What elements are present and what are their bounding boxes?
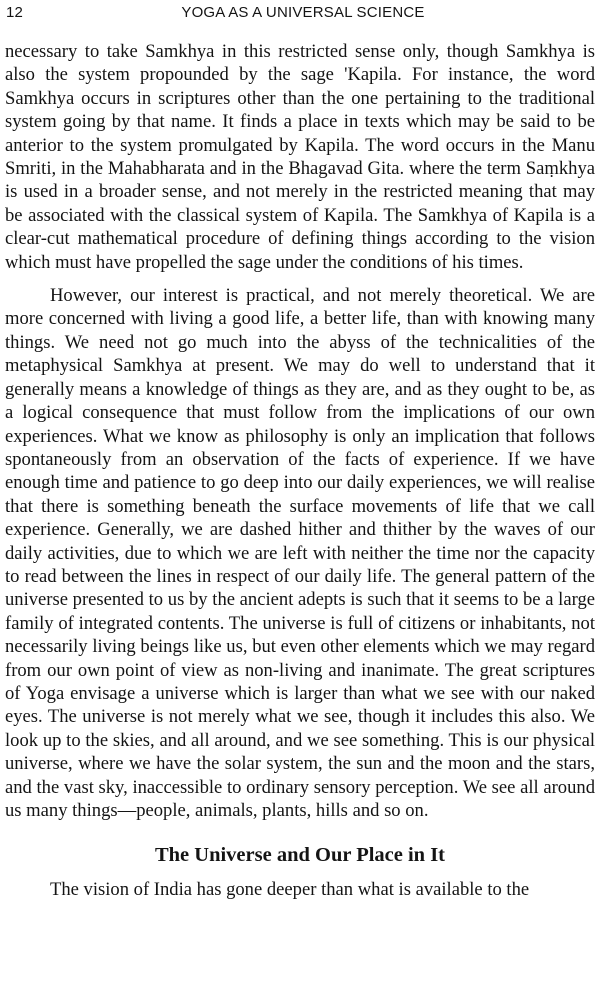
paragraph-continued: necessary to take Samkhya in this restricted sense only, though Samkhya is also the system propounded by the sage 'Kapila. For instance, the word Samkhya occurs in scriptures other than the one pertaining to the traditional system going by that name. It finds a place in texts which may be said to be anterior to the system promulgated by Kapila. The word occurs in the Manu Smriti, in the Mahabharata and in the Bhagavad Gita. where the term Saṃkhya is used in a broader sense, and not merely in the restricted meaning that may be associated with the classical system of Kapila. The Samkhya of Kapila is a clear-cut mathematical procedure of defining things according to the vision which must have propelled the sage under the conditions of his times. bbox=[5, 41, 595, 273]
paragraph-practical-interest: However, our interest is practical, and not merely theoretical. We are more concerned with living a good life, a better life, than with knowing many things. We need not go much into the abyss of the technicalities of the metaphysical Samkhya at present. We may do well to understand that it generally means a knowledge of things as they are, and as they ought to be, as a logical consequence that must follow from the implications of our own experiences. What we know as philosophy is only an implication that follows spontaneously from an observation of the facts of experience. If we have enough time and patience to go deep into our daily experiences, we will realise that there is something beneath the surface movements of life that we call experience. Generally, we are dashed hither and thither by the waves of our daily activities, due to which we are left with neither the time nor the capacity to read between the lines in respect of our daily life. The general pattern of the universe presented to us by the ancient adepts is such that it seems to be a large family of integrated contents. The universe is full of citizens or inhabitants, not necessarily living beings like us, but even other elements which we may regard from our own point of view as non-living and inanimate. The great scriptures of Yoga envisage a universe which is larger than what we see with our naked eyes. The universe is not merely what we see, though it includes this also. We look up to the skies, and all around, and we see something. This is our physical universe, where we have the solar system, the sun and the moon and the stars, and the vast sky, inaccessible to ordinary sensory perception. We see all around us many things—people, animals, plants, hills and so on. bbox=[5, 285, 595, 821]
running-header bbox=[6, 4, 592, 26]
body-text bbox=[5, 40, 595, 902]
page-number: 12 bbox=[6, 4, 24, 21]
section-heading: The Universe and Our Place in It bbox=[154, 844, 446, 867]
paragraph-vision-of-india: The vision of India has gone deeper than what is available to the bbox=[50, 879, 530, 901]
running-title: YOGA AS A UNIVERSAL SCIENCE bbox=[181, 4, 425, 21]
